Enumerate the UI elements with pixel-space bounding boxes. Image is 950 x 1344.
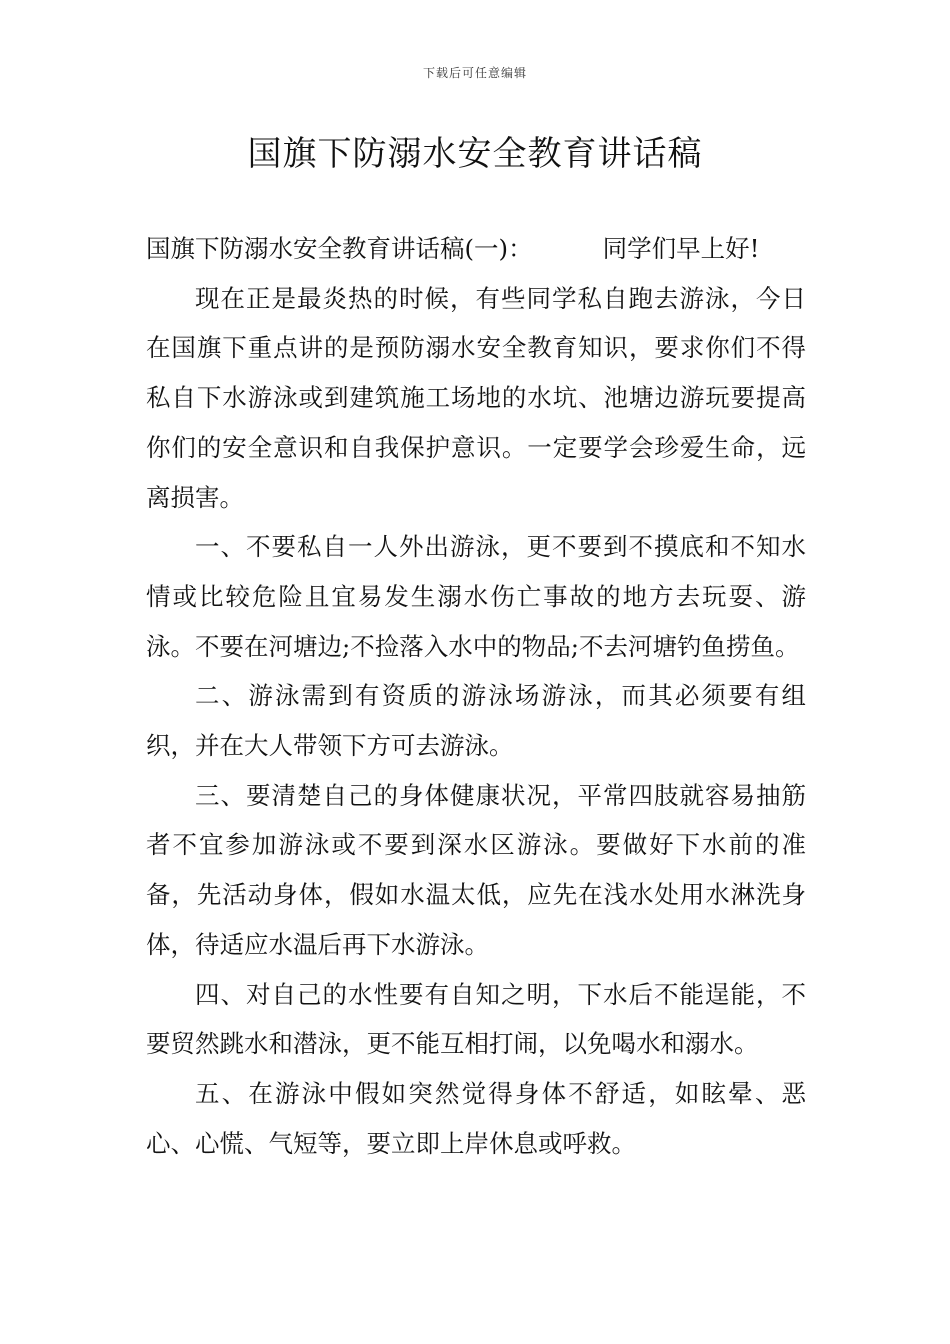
paragraph-rule-4: 四、对自己的水性要有自知之明，下水后不能逞能，不要贸然跳水和潜泳，更不能互相打闹，以免喝水和溺水。: [146, 979, 806, 1059]
header-note: 下载后可任意编辑: [422, 66, 527, 80]
paragraph-rule-1: 一、不要私自一人外出游泳，更不要到不摸底和不知水情或比较危险且宜易发生溺水伤亡事故的地方去玩耍、游泳。不要在河塘边;不捡落入水中的物品;不去河塘钓鱼捞鱼。: [146, 532, 806, 661]
intro-heading: 国旗下防溺水安全教育讲话稿(一)：: [146, 234, 533, 263]
paragraph-rule-5: 五、在游泳中假如突然觉得身体不舒适，如眩晕、恶心、心慌、气短等，要立即上岸休息或呼救。: [146, 1078, 806, 1158]
intro-line: [146, 224, 806, 274]
document-title: 国旗下防溺水安全教育讲话稿: [247, 134, 703, 174]
paragraph-intro: 现在正是最炎热的时候，有些同学私自跑去游泳，今日在国旗下重点讲的是预防溺水安全教育知识，要求你们不得私自下水游泳或到建筑施工场地的水坑、池塘边游玩要提高你们的安全意识和自我保护意识。一定要学会珍爱生命，远离损害。: [146, 283, 806, 512]
document-body: [146, 224, 806, 1168]
paragraph-rule-3: 三、要清楚自己的身体健康状况，平常四肢就容易抽筋者不宜参加游泳或不要到深水区游泳。要做好下水前的准备，先活动身体，假如水温太低，应先在浅水处用水淋洗身体，待适应水温后再下水游泳。: [146, 780, 806, 959]
paragraph-rule-2: 二、游泳需到有资质的游泳场游泳，而其必须要有组织，并在大人带领下方可去游泳。: [146, 681, 806, 761]
intro-greeting: 同学们早上好!: [602, 234, 760, 263]
